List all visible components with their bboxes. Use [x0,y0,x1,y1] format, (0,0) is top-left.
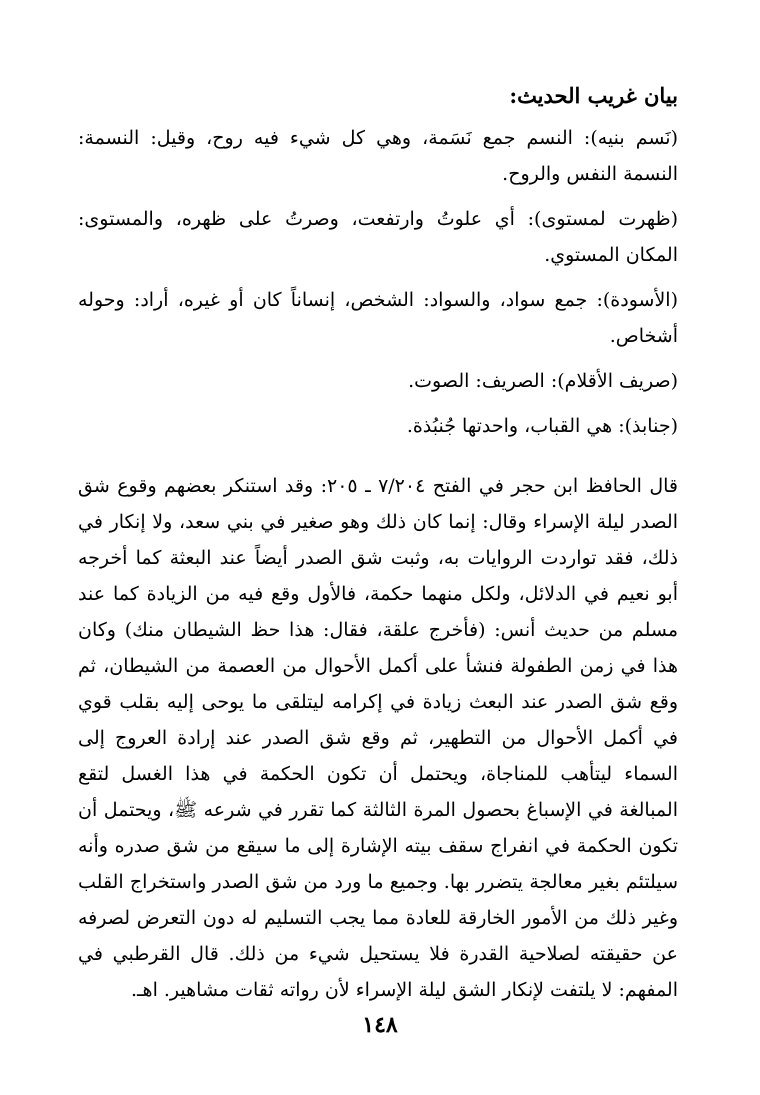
page-body [78,78,678,1027]
glossary-entry-mustawa: (ظهرت لمستوى): أي علوتُ وارتفعت، وصرتُ على ظهره، والمستوى: المكان المستوي. [78,208,678,266]
glossary-entry-nasam: (نَسم بنيه): النسم جمع نَسَمة، وهي كل شيء فيه روح، وقيل: النسمة: النسمة النفس والروح. [78,127,678,185]
glossary-entry-janabidh: (جنابذ): هي القباب، واحدتها جُنبُذة. [406,415,678,437]
glossary-entry-sarif: (صريف الأقلام): الصريف: الصوت. [408,370,678,392]
section-heading: بيان غريب الحديث: [509,83,678,108]
page-number: ١٤٨ [362,1012,398,1038]
commentary-paragraph: قال الحافظ ابن حجر في الفتح ٧/٢٠٤ ـ ٢٠٥: وقد استنكر بعضهم وقوع شق الصدر ليلة الإسراء وقال: إنما كان ذلك وهو صغير في بني سعد، ولا إنكار في ذلك، فقد تواردت الروايات به، وثبت شق الصدر أيضاً عند البعثة كما أخرجه أبو نعيم في الدلائل، ولكل منهما حكمة، فالأول وقع فيه من الزيادة كما عند مسلم من حديث أنس: (فأخرج علقة، فقال: هذا حظ الشيطان منك) وكان هذا في زمن الطفولة فنشأ على أكمل الأحوال من العصمة من الشيطان، ثم وقع شق الصدر عند البعث زيادة في إكرامه ليتلقى ما يوحى إليه بقلب قوي في أكمل الأحوال من التطهير، ثم وقع شق الصدر عند إرادة العروج إلى السماء ليتأهب للمناجاة، ويحتمل أن تكون الحكمة في هذا الغسل لتقع المبالغة في الإسباغ بحصول المرة الثالثة كما تقرر في شرعه ﷺ، ويحتمل أن تكون الحكمة في انفراج سقف بيته الإشارة إلى ما سيقع من شق صدره وأنه سيلتئم بغير معالجة يتضرر بها. وجميع ما ورد من شق الصدر واستخراج القلب وغير ذلك من الأمور الخارقة للعادة مما يجب التسليم له دون التعرض لصرفه عن حقيقته لصلاحية القدرة فلا يستحيل شيء من ذلك. قال القرطبي في المفهم: لا يلتفت لإنكار الشق ليلة الإسراء لأن رواته ثقات مشاهير. اهـ. [78,475,678,1001]
glossary-entry-aswida: (الأسودة): جمع سواد، والسواد: الشخص، إنساناً كان أو غيره، أراد: وحوله أشخاص. [78,289,678,347]
